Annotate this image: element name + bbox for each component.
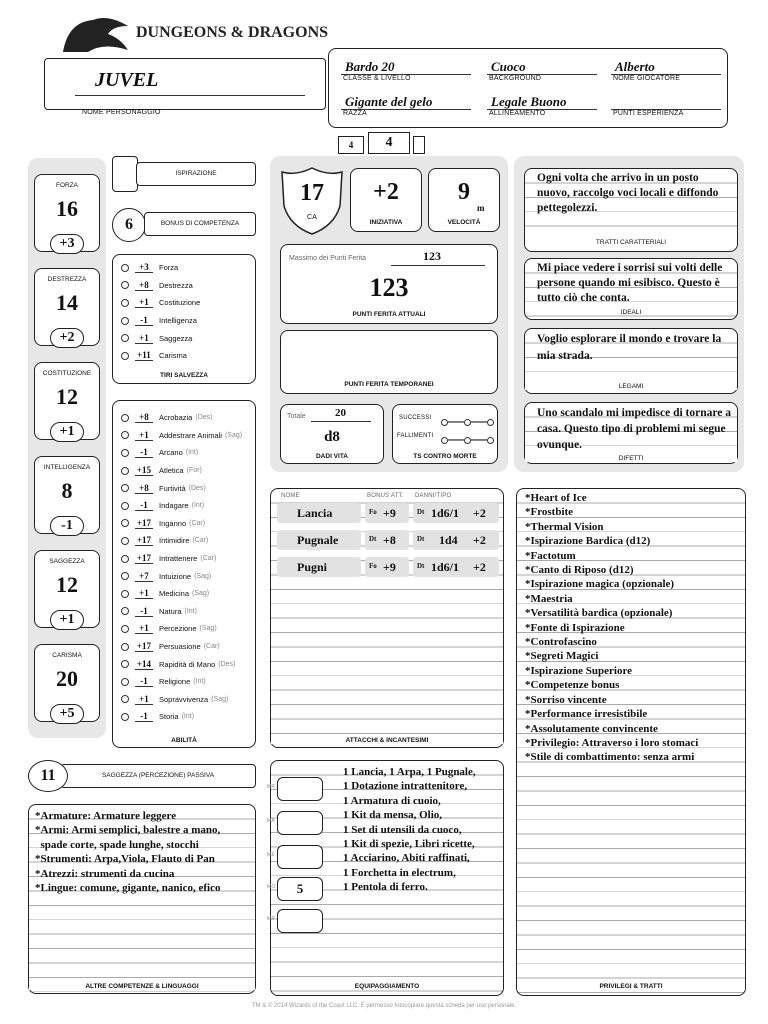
attacks-header-bonus: BONUS ATT. bbox=[367, 493, 404, 499]
bonds-label: LEGAMI bbox=[525, 383, 737, 390]
big-box[interactable]: 4 bbox=[368, 132, 410, 154]
attack-row[interactable] bbox=[277, 530, 499, 552]
coin-label: MR bbox=[267, 784, 276, 790]
player-name[interactable]: Alberto bbox=[615, 59, 655, 74]
skill-row[interactable]: +14 Rapidità di Mano (Des) bbox=[113, 655, 255, 673]
ability-modifier[interactable]: +5 bbox=[50, 704, 84, 724]
skill-row[interactable]: +17 Persuasione (Car) bbox=[113, 638, 255, 656]
proficiency-line[interactable]: *Atrezzi: strumenti da cucina bbox=[35, 867, 175, 880]
feature-item[interactable]: *Sorriso vincente bbox=[525, 693, 607, 706]
attack-row[interactable] bbox=[277, 557, 499, 579]
ability-modifier[interactable]: +3 bbox=[50, 234, 84, 254]
feature-item[interactable]: *Frostbite bbox=[525, 506, 574, 519]
flaws-box bbox=[524, 402, 738, 464]
save-row[interactable]: +8 Destrezza bbox=[113, 277, 255, 295]
hp-max-label: Massimo dei Punti Ferita bbox=[289, 255, 367, 262]
traits-box bbox=[524, 168, 738, 252]
footer-copyright: TM & © 2014 Wizards of the Coast LLC. È permesso fotocopiare questa scheda per uso personale. bbox=[251, 1003, 517, 1009]
death-success-boxes[interactable]: — — bbox=[441, 413, 494, 431]
attacks-label: ATTACCHI & INCANTESIMI bbox=[271, 737, 503, 744]
skill-row[interactable]: +8 Furtività (Des) bbox=[113, 479, 255, 497]
skill-row[interactable]: +1 Sopravvivenza (Sag) bbox=[113, 691, 255, 709]
attack-dmg-ability: Dt bbox=[417, 562, 425, 570]
proficiency-line[interactable]: *Lingue: comune, gigante, nanico, efico bbox=[35, 882, 221, 895]
attack-bonus: +8 bbox=[383, 533, 396, 547]
inspiration-field bbox=[136, 162, 256, 186]
death-saves-box bbox=[392, 404, 498, 464]
equipment-line[interactable]: 1 Acciarino, Abiti raffinati, bbox=[343, 852, 470, 865]
proficiency-line[interactable]: *Armi: Armi semplici, balestre a mano, bbox=[35, 824, 221, 837]
background-label: BACKGROUND bbox=[489, 75, 542, 82]
attacks-header-damage: DANNI/TIPO bbox=[415, 493, 452, 499]
armor-class bbox=[278, 166, 346, 236]
skill-row[interactable]: -1 Arcano (Int) bbox=[113, 444, 255, 462]
coin-label: MO bbox=[267, 884, 276, 890]
skill-row[interactable]: +15 Atletica (For) bbox=[113, 462, 255, 480]
attack-damage-bonus: +2 bbox=[473, 533, 486, 547]
hit-dice-total-label: Totale bbox=[287, 413, 306, 420]
saves-box bbox=[112, 254, 256, 384]
passive-perception-label: SAGGEZZA (PERCEZIONE) PASSIVA bbox=[101, 772, 215, 779]
skill-row[interactable]: +8 Acrobazia (Des) bbox=[113, 409, 255, 427]
coin-row[interactable] bbox=[267, 909, 327, 933]
skill-row[interactable]: -1 Indagare (Int) bbox=[113, 497, 255, 515]
feature-item[interactable]: *Ispirazione Bardica (d12) bbox=[525, 535, 651, 548]
skill-row[interactable]: +7 Intuizione (Sag) bbox=[113, 567, 255, 585]
class-level[interactable]: Bardo 20 bbox=[345, 59, 395, 74]
flaws-text[interactable]: Uno scandalo mi impedisce di tornare a casa. Questo tipo di problemi mi segue ovunque. bbox=[537, 407, 732, 451]
character-name-label: NOME PERSONAGGIO bbox=[82, 109, 161, 116]
hit-dice-total[interactable]: 20 bbox=[335, 407, 346, 419]
ac-value[interactable]: 17 bbox=[300, 180, 324, 206]
hp-max[interactable]: 123 bbox=[423, 249, 441, 263]
save-row[interactable]: +11 Carisma bbox=[113, 347, 255, 365]
ability-score[interactable]: 14 bbox=[56, 290, 78, 315]
attack-damage: 1d6/1 bbox=[431, 560, 460, 574]
xp-label: PUNTI ESPERIENZA bbox=[613, 110, 684, 117]
ability-modifier[interactable]: -1 bbox=[50, 516, 84, 536]
feature-item[interactable]: *Privilegio: Attraverso i loro stomaci bbox=[525, 736, 699, 749]
attack-ability: Fo bbox=[369, 508, 377, 516]
initiative-box bbox=[350, 168, 422, 232]
bonds-text[interactable]: Voglio esplorare il mondo e trovare la mia strada. bbox=[537, 333, 722, 362]
skill-row[interactable]: +17 Intimidire (Car) bbox=[113, 532, 255, 550]
class-level-label: CLASSE & LIVELLO bbox=[343, 75, 411, 82]
small-box[interactable]: 4 bbox=[338, 136, 364, 154]
ability-name: SAGGEZZA bbox=[49, 558, 85, 565]
ability-intelligenza bbox=[30, 454, 104, 544]
feature-item[interactable]: *Competenze bonus bbox=[525, 679, 620, 692]
background[interactable]: Cuoco bbox=[491, 59, 526, 74]
feature-item[interactable]: *Fonte di Ispirazione bbox=[525, 621, 625, 634]
attack-damage-bonus: +2 bbox=[473, 560, 486, 574]
initiative-label: INIZIATIVA bbox=[369, 219, 403, 226]
skills-box bbox=[112, 400, 256, 748]
equipment-box bbox=[267, 760, 504, 996]
ac-label: CA bbox=[306, 214, 318, 221]
speed-label: VELOCITÀ bbox=[447, 219, 481, 226]
ideals-text[interactable]: Mi piace vedere i sorrisi sui volti delle persone quando mi esibisco. Questo è tutto ciò che conta. bbox=[537, 262, 723, 304]
name-banner bbox=[44, 58, 326, 110]
coin-value[interactable] bbox=[277, 811, 323, 835]
ideals-box bbox=[524, 258, 738, 320]
blank-box[interactable] bbox=[413, 136, 425, 154]
coin-row[interactable] bbox=[267, 845, 327, 869]
hit-dice-label: DADI VITA bbox=[315, 453, 349, 460]
hp-temp-box bbox=[280, 330, 498, 394]
traits-text[interactable]: Ogni volta che arrivo in un posto nuovo, raccolgo voci locali e diffondo pettegolezzi. bbox=[537, 172, 719, 214]
ability-score[interactable]: 20 bbox=[56, 666, 78, 691]
equipment-line[interactable]: 1 Pentola di ferro. bbox=[343, 881, 428, 894]
feature-item[interactable]: *Ispirazione Superiore bbox=[525, 664, 633, 677]
inspiration-label: ISPIRAZIONE bbox=[175, 170, 217, 177]
passive-perception-value[interactable]: 11 bbox=[28, 760, 68, 792]
attack-name: Pugnale bbox=[297, 533, 339, 547]
ability-costituzione bbox=[30, 360, 104, 450]
hp-temp-label: PUNTI FERITA TEMPORANEI bbox=[344, 381, 434, 388]
ability-modifier[interactable]: +2 bbox=[50, 328, 84, 348]
coin-value[interactable] bbox=[277, 909, 323, 933]
coin-value[interactable]: 5 bbox=[277, 877, 323, 901]
ability-score[interactable]: 8 bbox=[61, 478, 73, 503]
feature-item[interactable]: *Ispirazione magica (opzionale) bbox=[525, 578, 675, 591]
proficiencies-label: ALTRE COMPETENZE & LINGUAGGI bbox=[29, 983, 255, 990]
attack-bonus: +9 bbox=[383, 506, 396, 520]
coin-value[interactable] bbox=[277, 777, 323, 801]
feature-item[interactable]: *Maestria bbox=[525, 592, 573, 605]
attack-ability: Dt bbox=[369, 535, 377, 543]
proficiency-value[interactable]: 6 bbox=[112, 208, 146, 242]
skill-row[interactable]: +17 Inganno (Car) bbox=[113, 515, 255, 533]
ability-saggezza bbox=[30, 548, 104, 638]
bonds-box bbox=[524, 328, 738, 394]
skill-row[interactable]: +1 Medicina (Sag) bbox=[113, 585, 255, 603]
features-label: PRIVILEGI & TRATTI bbox=[517, 983, 745, 990]
proficiencies-box bbox=[28, 804, 256, 994]
ability-forza bbox=[30, 172, 104, 262]
info-box bbox=[328, 48, 728, 128]
equipment-line[interactable]: 1 Dotazione intrattenitore, bbox=[343, 780, 468, 793]
ability-modifier[interactable]: +1 bbox=[50, 422, 84, 442]
ideals-label: IDEALI bbox=[620, 309, 642, 316]
equipment-line[interactable]: 1 Kit di spezie, Libri ricette, bbox=[343, 838, 475, 851]
attack-row[interactable] bbox=[277, 503, 499, 525]
ability-name: CARISMA bbox=[52, 652, 82, 659]
equipment-line[interactable]: 1 Forchetta in electrum, bbox=[343, 866, 456, 879]
ability-score[interactable]: 16 bbox=[56, 196, 78, 221]
skill-row[interactable]: -1 Natura (Int) bbox=[113, 603, 255, 621]
ability-name: COSTITUZIONE bbox=[42, 370, 92, 377]
ability-modifier[interactable]: +1 bbox=[50, 610, 84, 630]
attack-dmg-ability: Dt bbox=[417, 508, 425, 516]
attack-damage: 1d4 bbox=[439, 533, 458, 547]
saves-label: TIRI SALVEZZA bbox=[160, 372, 208, 379]
ability-name: DESTREZZA bbox=[47, 276, 87, 283]
feature-item[interactable]: *Controfascino bbox=[525, 636, 597, 649]
attacks-box bbox=[270, 488, 504, 748]
alignment-label: ALLINEAMENTO bbox=[489, 110, 546, 117]
equipment-line[interactable]: 1 Lancia, 1 Arpa, 1 Pugnale, bbox=[343, 766, 476, 778]
death-success-label: SUCCESSI bbox=[399, 415, 432, 421]
feature-item[interactable]: *Canto di Riposo (d12) bbox=[525, 564, 634, 577]
feature-item[interactable]: *Performance irresistibile bbox=[525, 708, 648, 721]
proficiency-line[interactable]: *Armature: Armature leggere bbox=[35, 810, 177, 822]
hp-current-box bbox=[280, 244, 498, 324]
equipment-line[interactable]: 1 Armatura di cuoio, bbox=[343, 794, 441, 807]
skill-row[interactable]: +17 Intrattenere (Car) bbox=[113, 550, 255, 568]
feature-item[interactable]: *Thermal Vision bbox=[525, 520, 604, 533]
save-row[interactable]: -1 Intelligenza bbox=[113, 312, 255, 330]
flaws-label: DIFETTI bbox=[525, 455, 737, 462]
skill-row[interactable]: -1 Storia (Int) bbox=[113, 708, 255, 726]
race-label: RAZZA bbox=[343, 110, 367, 117]
save-row[interactable]: +3 Forza bbox=[113, 259, 255, 277]
character-name[interactable]: JUVEL bbox=[95, 69, 159, 91]
save-row[interactable]: +1 Costituzione bbox=[113, 294, 255, 312]
attack-name: Lancia bbox=[297, 506, 333, 520]
feature-item[interactable]: *Heart of Ice bbox=[525, 492, 587, 504]
coin-label: MP bbox=[267, 916, 275, 922]
feature-item[interactable]: *Assolutamente convincente bbox=[525, 722, 658, 735]
feature-item[interactable]: *Versatilità bardica (opzionale) bbox=[525, 607, 673, 620]
death-fail-label: FALLIMENTI bbox=[397, 433, 434, 439]
initiative-value[interactable]: +2 bbox=[373, 179, 399, 205]
ability-name: INTELLIGENZA bbox=[43, 464, 91, 471]
feature-item[interactable]: *Factotum bbox=[525, 549, 576, 562]
player-name-label: NOME GIOCATORE bbox=[613, 75, 681, 82]
save-row[interactable]: +1 Saggezza bbox=[113, 329, 255, 347]
feature-item[interactable]: *Segreti Magici bbox=[525, 650, 599, 663]
skill-row[interactable]: -1 Religione (Int) bbox=[113, 673, 255, 691]
coin-label: MA bbox=[267, 818, 275, 824]
death-fail-boxes[interactable]: — — bbox=[441, 431, 494, 449]
proficiency-field bbox=[144, 212, 256, 236]
attack-bonus: +9 bbox=[383, 560, 396, 574]
coin-row[interactable] bbox=[267, 811, 327, 835]
traits-label: TRATTI CARATTERIALI bbox=[525, 239, 737, 246]
attack-damage: 1d6/1 bbox=[431, 506, 460, 520]
speed-box bbox=[428, 168, 500, 232]
ability-destrezza bbox=[30, 266, 104, 356]
speed-value[interactable]: 9 bbox=[458, 179, 470, 205]
attacks-header-name: NOME bbox=[281, 493, 300, 499]
attack-name: Pugni bbox=[297, 560, 328, 574]
inspiration-checkbox[interactable] bbox=[112, 156, 138, 192]
ability-score[interactable]: 12 bbox=[56, 572, 78, 597]
ability-carisma bbox=[30, 642, 104, 732]
skill-row[interactable]: +1 Addestrare Animali (Sag) bbox=[113, 427, 255, 445]
attack-dmg-ability: Dt bbox=[417, 535, 425, 543]
coin-row[interactable] bbox=[267, 777, 327, 801]
proficiency-label: BONUS DI COMPETENZA bbox=[160, 220, 240, 227]
hp-current-label: PUNTI FERITA ATTUALI bbox=[352, 311, 426, 318]
death-saves-label: TS CONTRO MORTE bbox=[413, 453, 477, 460]
skills-label: ABILITÀ bbox=[171, 737, 197, 744]
attack-damage-bonus: +2 bbox=[473, 506, 486, 520]
logo-text: DUNGEONS & DRAGONS bbox=[136, 24, 329, 41]
features-box bbox=[516, 488, 746, 996]
proficiency-line[interactable]: *Strumenti: Arpa,Viola, Flauto di Pan bbox=[35, 853, 215, 866]
hit-dice-box bbox=[280, 404, 384, 464]
dragon-icon bbox=[58, 12, 138, 56]
attack-ability: Fo bbox=[369, 562, 377, 570]
passive-perception-field bbox=[60, 764, 256, 788]
speed-unit: m bbox=[477, 203, 485, 213]
coin-row[interactable] bbox=[267, 877, 327, 901]
equipment-label: EQUIPAGGIAMENTO bbox=[271, 983, 503, 990]
equipment-line[interactable]: 1 Set di utensili da cuoco, bbox=[343, 823, 462, 836]
ability-name: FORZA bbox=[55, 182, 79, 189]
race[interactable]: Gigante del gelo bbox=[345, 94, 433, 109]
proficiency-line[interactable]: spade corte, spade lunghe, stocchi bbox=[35, 838, 199, 851]
skill-row[interactable]: +1 Percezione (Sag) bbox=[113, 620, 255, 638]
logo bbox=[58, 12, 328, 56]
hp-current[interactable]: 123 bbox=[369, 273, 409, 302]
feature-item[interactable]: *Stile di combattimento: senza armi bbox=[525, 751, 695, 764]
equipment-line[interactable]: 1 Kit da mensa, Olio, bbox=[343, 809, 443, 822]
alignment[interactable]: Legale Buono bbox=[491, 94, 567, 109]
ability-score[interactable]: 12 bbox=[56, 384, 78, 409]
coin-label: ME bbox=[267, 852, 275, 858]
coin-value[interactable] bbox=[277, 845, 323, 869]
hit-dice[interactable]: d8 bbox=[324, 429, 340, 445]
